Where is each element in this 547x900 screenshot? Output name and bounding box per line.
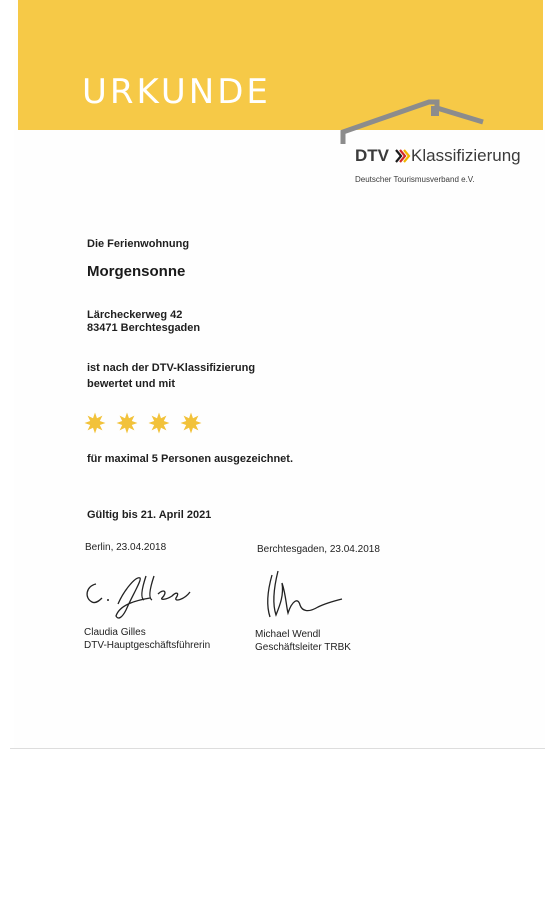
star-icon: [116, 412, 138, 434]
logo-brand: DTV: [355, 146, 389, 165]
valid-until: Gültig bis 21. April 2021: [87, 509, 212, 521]
logo-subtitle: Deutscher Tourismusverband e.V.: [355, 175, 475, 184]
right-signer-role: Geschäftsleiter TRBK: [255, 642, 351, 653]
address-city: 83471 Berchtesgaden: [87, 322, 201, 334]
logo-name: Klassifizierung: [411, 146, 521, 165]
right-signer-name: Michael Wendl: [255, 629, 321, 640]
star-icon: [180, 412, 202, 434]
property-name: Morgensonne: [87, 263, 186, 280]
signature-michael-wendl: [258, 565, 358, 625]
left-place-date: Berlin, 23.04.2018: [85, 542, 167, 553]
dtv-logo: [335, 96, 535, 186]
statement-line-1: ist nach der DTV-Klassifizierung: [87, 362, 256, 374]
signature-claudia-gilles: [80, 570, 210, 625]
statement-line-2: bewertet und mit: [87, 378, 176, 390]
certificate-title: URKUNDE: [82, 72, 271, 112]
star-rating: [84, 412, 202, 434]
intro-text: Die Ferienwohnung: [87, 238, 190, 250]
scan-edge: [10, 748, 545, 749]
chevron-triple-icon: [395, 148, 411, 164]
star-icon: [84, 412, 106, 434]
star-icon: [148, 412, 170, 434]
address-street: Lärcheckerweg 42: [87, 309, 183, 321]
left-signer-name: Claudia Gilles: [84, 627, 146, 638]
capacity-text: für maximal 5 Personen ausgezeichnet.: [87, 453, 294, 465]
right-place-date: Berchtesgaden, 23.04.2018: [257, 544, 380, 555]
left-signer-role: DTV-Hauptgeschäftsführerin: [84, 640, 211, 651]
